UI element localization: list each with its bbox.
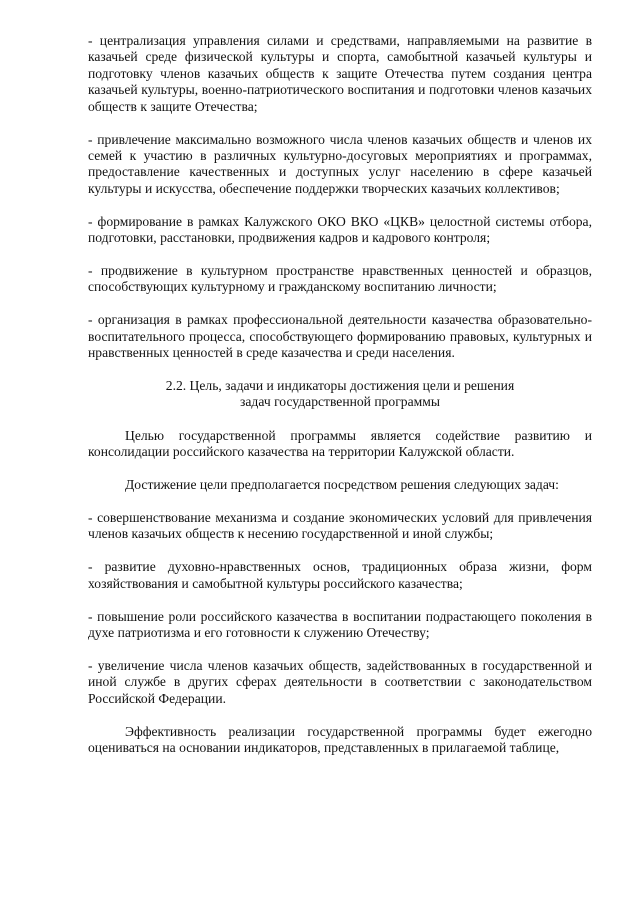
task-paragraph: - развитие духовно-нравственных основ, традиционных образа жизни, форм хозяйствования и самобытной культуры российского казачества; [88, 559, 592, 591]
efficiency-paragraph: Эффективность реализации государственной программы будет ежегодно оцениваться на основании индикаторов, представленных в прилагаемой таблице, [88, 723, 592, 756]
tasks-intro: Достижение цели предполагается посредством решения следующих задач: [125, 477, 559, 493]
task-paragraph: - повышение роли российского казачества в воспитании подрастающего поколения в духе патриотизма и его готовности к служению Отечеству; [88, 608, 592, 641]
section-heading [88, 378, 592, 411]
bullet-paragraph: - централизация управления силами и средствами, направляемыми на развитие в казачьей среде физической культуры и спорта, самобытной казачьей культуры и подготовку членов казачьих обществ к защите Отечества путем создания центра казачьей культуры, военно-патриотического воспитания и подготовки членов казачьих обществ к защите Отечества; [88, 33, 592, 114]
task-paragraph: - увеличение числа членов казачьих обществ, задействованных в государственной и иной службе в других сферах деятельности в соответствии с законодательством Российской Федерации. [88, 657, 592, 706]
bullet-paragraph: - продвижение в культурном пространстве нравственных ценностей и образцов, способствующих культурному и гражданскому воспитанию личности; [88, 262, 592, 295]
task-paragraph: - совершенствование механизма и создание экономических условий для привлечения членов казачьих обществ к несению государственной и иной службы; [88, 510, 592, 542]
section-heading-line: задач государственной программы [240, 394, 440, 410]
bullet-paragraph: - формирование в рамках Калужского ОКО ВКО «ЦКВ» целостной системы отбора, подготовки, расстановки, продвижения кадров и кадрового контроля; [88, 213, 592, 246]
goal-paragraph: Целью государственной программы является содействие развитию и консолидации российского казачества на территории Калужской области. [88, 427, 592, 460]
bullet-paragraph: - организация в рамках профессиональной деятельности казачества образовательно-воспитательного процесса, способствующего формированию правовых, культурных и нравственных ценностей в среде казачества и среди населения. [88, 312, 592, 361]
bullet-paragraph: - привлечение максимально возможного числа членов казачьих обществ и членов их семей к участию в различных культурно-досуговых мероприятиях и программах, предоставление качественных и доступных услуг населению в сфере казачьей культуры и искусства, обеспечение поддержки творческих казачьих коллективов; [88, 131, 592, 196]
section-heading-line: 2.2. Цель, задачи и индикаторы достижения цели и решения [165, 378, 515, 393]
